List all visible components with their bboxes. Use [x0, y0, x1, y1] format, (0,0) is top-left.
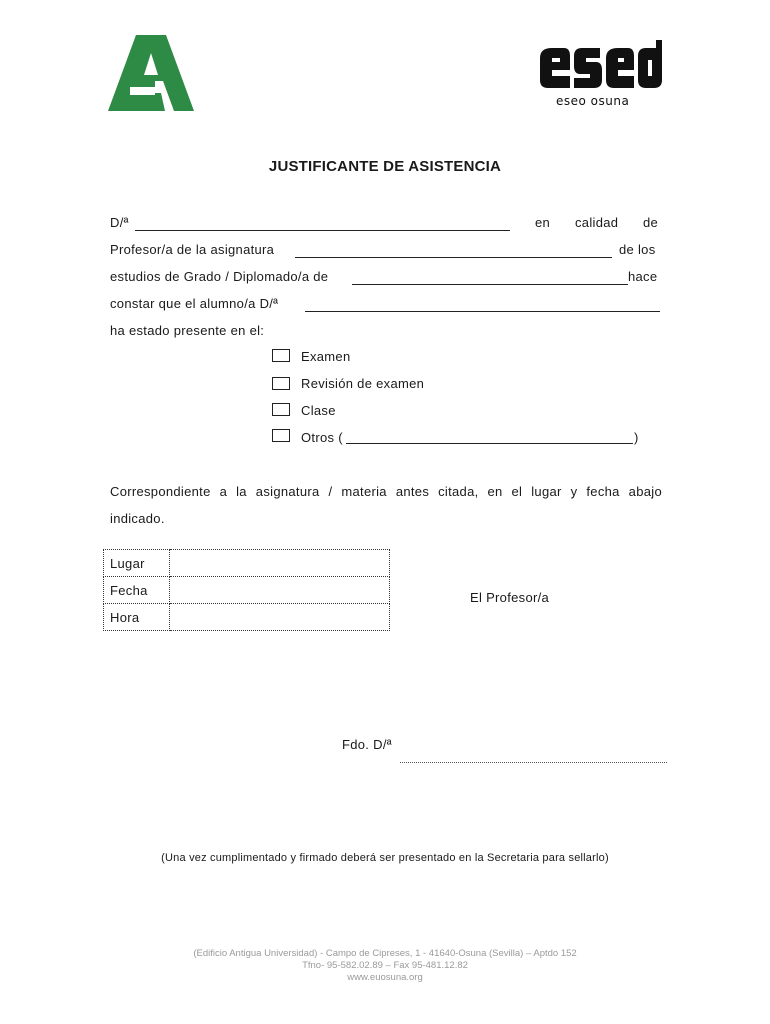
option-otros-suffix: )	[634, 430, 639, 445]
table-row	[104, 550, 390, 577]
option-label-clase: Clase	[301, 403, 336, 418]
table-row	[104, 577, 390, 604]
form-line1-word3: de	[643, 215, 659, 230]
checkbox-otros[interactable]	[272, 429, 290, 442]
option-label-otros: Otros (	[301, 430, 343, 445]
signature-label: Fdo. D/ª	[342, 737, 392, 752]
checkbox-clase[interactable]	[272, 403, 290, 416]
submission-note: (Una vez cumplimentado y firmado deberá ser presentado en la Secretaria para sellarlo)	[161, 852, 609, 864]
table-row	[104, 604, 390, 631]
table-input-lugar[interactable]	[170, 550, 390, 577]
checkbox-examen[interactable]	[272, 349, 290, 362]
table-input-fecha[interactable]	[170, 577, 390, 604]
student-field-line[interactable]	[305, 311, 660, 312]
otros-field-line[interactable]	[346, 443, 633, 444]
option-label-revision: Revisión de examen	[301, 376, 425, 391]
paragraph-line2: indicado.	[110, 511, 165, 526]
table-label-fecha: Fecha	[104, 577, 170, 604]
footer-website: www.euosuna.org	[347, 972, 423, 983]
table-label-hora: Hora	[104, 604, 170, 631]
table-label-lugar: Lugar	[104, 550, 170, 577]
form-line3-prefix: estudios de Grado / Diplomado/a de	[110, 269, 329, 284]
option-label-examen: Examen	[301, 349, 351, 364]
page-title: JUSTIFICANTE DE ASISTENCIA	[268, 158, 502, 175]
form-line1-word1: en	[535, 215, 551, 230]
form-line2-suffix: de los	[619, 242, 656, 257]
eseo-osuna-logo	[538, 40, 666, 114]
svg-text:®: ®	[656, 43, 661, 49]
eseo-logo-mark	[538, 40, 666, 96]
degree-field-line[interactable]	[352, 284, 628, 285]
info-table	[103, 549, 390, 631]
form-line4-prefix: constar que el alumno/a D/ª	[110, 296, 279, 311]
professor-label: El Profesor/a	[470, 590, 550, 605]
name-field-line[interactable]	[135, 230, 510, 231]
table-input-hora[interactable]	[170, 604, 390, 631]
junta-andalucia-logo	[108, 35, 196, 113]
signature-line[interactable]	[400, 762, 667, 763]
form-line2-prefix: Profesor/a de la asignatura	[110, 242, 275, 257]
form-line3-suffix: hace	[628, 269, 658, 284]
footer-phone: Tfno- 95-582.02.89 – Fax 95-481.12.82	[302, 960, 468, 971]
form-line5: ha estado presente en el:	[110, 323, 265, 338]
subject-field-line[interactable]	[295, 257, 612, 258]
paragraph-line1: Correspondiente a la asignatura / materia antes citada, en el lugar y fecha abajo	[110, 484, 662, 499]
form-line1-word2: calidad	[575, 215, 619, 230]
footer-address: (Edificio Antigua Universidad) - Campo de Cipreses, 1 - 41640-Osuna (Sevilla) – Aptdo 152	[193, 948, 577, 959]
form-line1-prefix: D/ª	[110, 215, 129, 230]
eseo-logo-caption: eseo osuna	[556, 94, 630, 108]
checkbox-revision-examen[interactable]	[272, 377, 290, 390]
